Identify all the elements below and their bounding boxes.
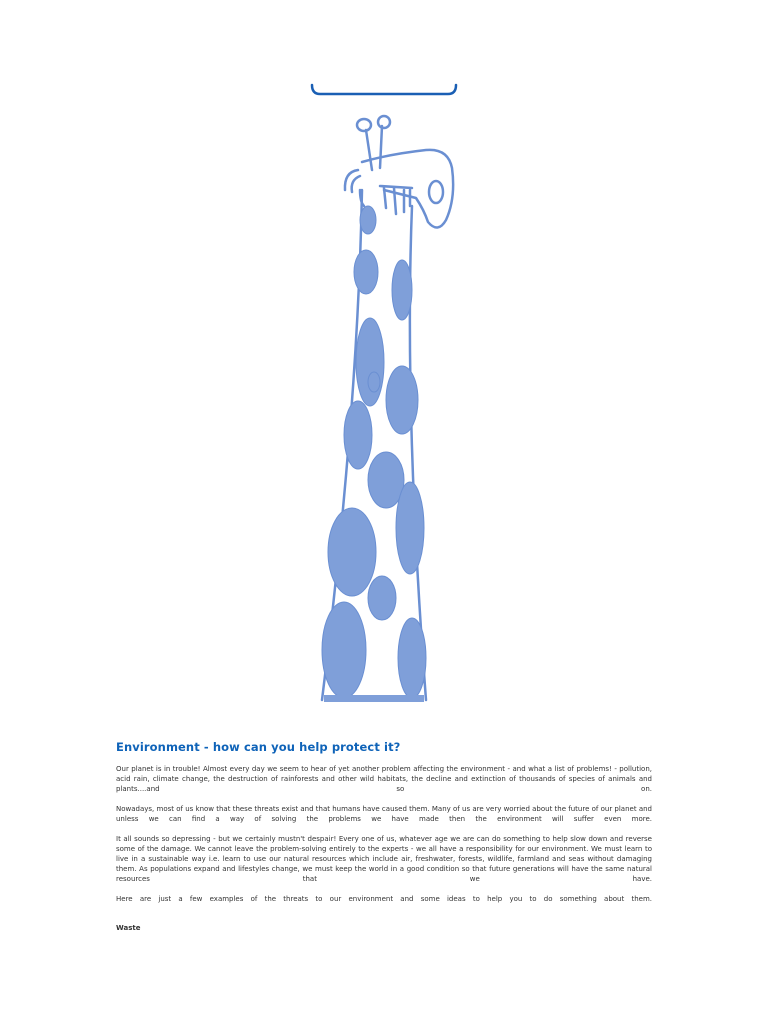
article-title: Environment - how can you help protect it?: [116, 740, 401, 754]
paragraph-intro: Our planet is in trouble! Almost every day we seem to hear of yet another problem affecting the environment - and what a list of problems! - pollution, acid rain, climate change, the destruction of rainforests and other wild habitats, the decline and extinction of thousands of species of animals and plants....and so on.: [116, 765, 652, 793]
section-heading-waste: Waste: [116, 924, 141, 932]
paragraph-awareness: Nowadays, most of us know that these threats exist and that humans have caused them. Many of us are very worried about the future of our planet and unless we can find a way of solving the problems we have made then the environment will suffer even more.: [116, 805, 652, 823]
paragraph-examples: Here are just a few examples of the threats to our environment and some ideas to help you to do something about them.: [116, 895, 652, 903]
giraffe-icon: [300, 110, 470, 710]
top-bracket-divider: [310, 83, 458, 97]
article: [116, 740, 652, 932]
paragraph-hope: It all sounds so depressing - but we certainly mustn't despair! Every one of us, whatever age we are can do something to help slow down and reverse some of the damage. We cannot leave the problem-solving entirely to the experts - we all have a responsibility for our environment. We must learn to live in a sustainable way i.e. learn to use our natural resources which include air, freshwater, forests, wildlife, farmland and seas without damaging them. As populations expand and lifestyles change, we must keep the world in a good condition so that future generations will have the same natural resources that we have.: [116, 835, 652, 883]
